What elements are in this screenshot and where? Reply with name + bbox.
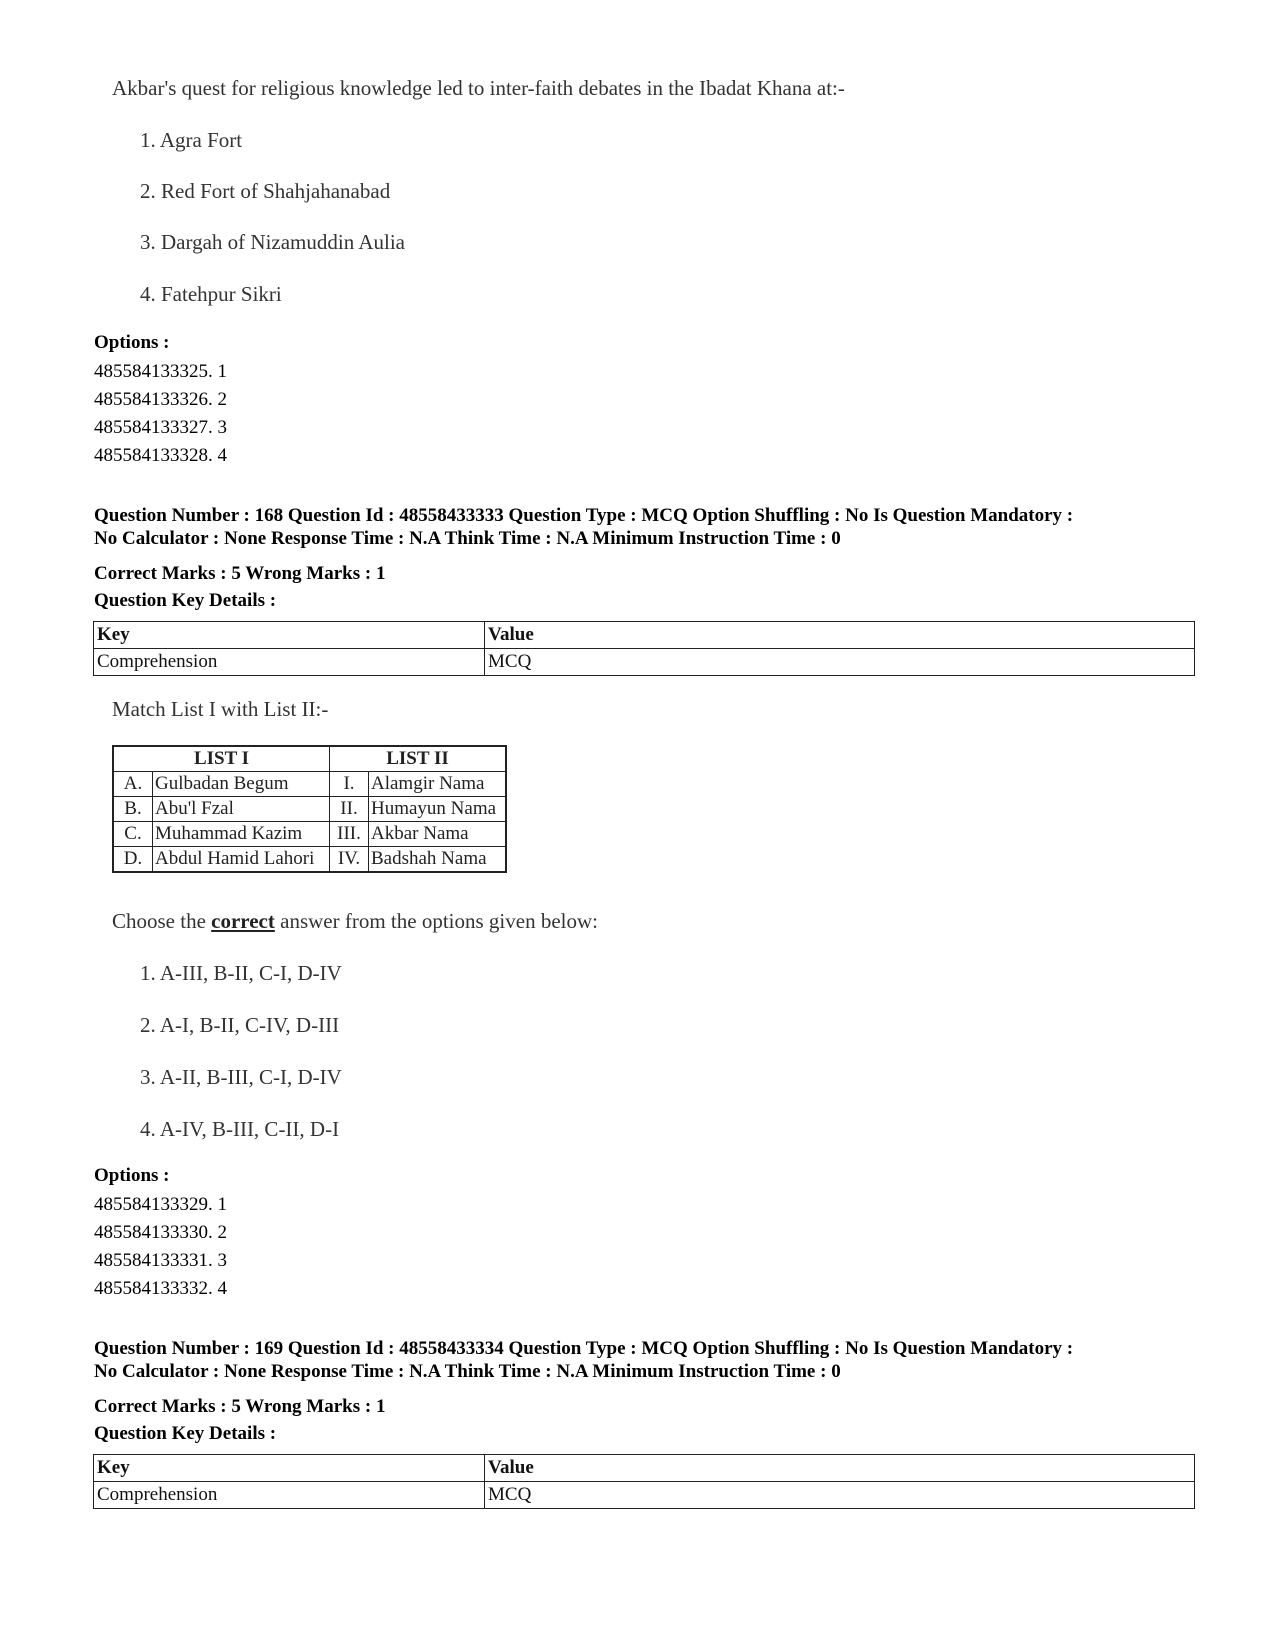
list-1-letter: D. (113, 847, 153, 873)
question-intro: Match List I with List II:- (112, 697, 329, 721)
key-header: Key (94, 1455, 485, 1482)
question-meta (94, 1337, 1073, 1383)
meta-line-1: Question Number : 169 Question Id : 48558433334 Question Type : MCQ Option Shuffling : No Is Question Mandatory : (94, 1338, 1074, 1359)
meta-line-2: No Calculator : None Response Time : N.A Think Time : N.A Minimum Instruction Time : 0 (94, 1361, 841, 1382)
choice-1: 1. A-III, B-II, C-I, D-IV (140, 961, 342, 985)
key-details-table (93, 621, 1195, 676)
list-2-item: Humayun Nama (369, 797, 507, 822)
marks-line: Correct Marks : 5 Wrong Marks : 1 (94, 1396, 386, 1417)
match-list-table (112, 745, 507, 873)
key-details-table (93, 1454, 1195, 1509)
options-list (94, 358, 227, 470)
choice-3: 3. Dargah of Nizamuddin Aulia (140, 230, 405, 254)
list-1-letter: A. (113, 772, 153, 797)
table-row (94, 649, 1195, 676)
key-details-title: Question Key Details : (94, 1423, 277, 1444)
choice-2: 2. A-I, B-II, C-IV, D-III (140, 1013, 340, 1037)
match-header-row (113, 746, 506, 772)
match-row (113, 772, 506, 797)
option-item: 485584133331. 3 (94, 1250, 227, 1271)
value-cell: MCQ (485, 649, 1195, 676)
choice-4: 4. A-IV, B-III, C-II, D-I (140, 1117, 340, 1141)
match-row (113, 847, 506, 873)
list-1-item: Abdul Hamid Lahori (153, 847, 330, 873)
option-item: 485584133329. 1 (94, 1194, 227, 1215)
list-2-item: Alamgir Nama (369, 772, 507, 797)
question-text: Akbar's quest for religious knowledge led to inter-faith debates in the Ibadat Khana at:- (112, 76, 845, 100)
list-1-letter: C. (113, 822, 153, 847)
option-item: 485584133330. 2 (94, 1222, 227, 1243)
key-details-title: Question Key Details : (94, 590, 277, 611)
choice-4: 4. Fatehpur Sikri (140, 282, 282, 306)
list-2-numeral: IV. (330, 847, 369, 873)
value-header: Value (485, 1455, 1195, 1482)
question-meta (94, 504, 1073, 550)
choose-suffix: answer from the options given below: (274, 909, 598, 933)
list-2-numeral: III. (330, 822, 369, 847)
options-list (94, 1191, 227, 1303)
choose-instruction (112, 909, 598, 934)
list-1-letter: B. (113, 797, 153, 822)
choose-emphasis: correct (211, 909, 275, 933)
choice-1: 1. Agra Fort (140, 128, 243, 152)
list-2-numeral: II. (330, 797, 369, 822)
value-cell: MCQ (485, 1482, 1195, 1509)
option-item: 485584133325. 1 (94, 361, 227, 382)
list-1-header: LIST I (113, 746, 330, 772)
choice-3: 3. A-II, B-III, C-I, D-IV (140, 1065, 342, 1089)
list-1-item: Muhammad Kazim (153, 822, 330, 847)
table-header-row (94, 622, 1195, 649)
match-row (113, 797, 506, 822)
marks-line: Correct Marks : 5 Wrong Marks : 1 (94, 563, 386, 584)
table-header-row (94, 1455, 1195, 1482)
table-row (94, 1482, 1195, 1509)
list-1-item: Gulbadan Begum (153, 772, 330, 797)
options-title: Options : (94, 332, 170, 353)
meta-line-2: No Calculator : None Response Time : N.A Think Time : N.A Minimum Instruction Time : 0 (94, 528, 841, 549)
list-1-item: Abu'l Fzal (153, 797, 330, 822)
option-item: 485584133326. 2 (94, 389, 227, 410)
key-cell: Comprehension (94, 1482, 485, 1509)
key-header: Key (94, 622, 485, 649)
list-2-header: LIST II (330, 746, 507, 772)
list-2-item: Akbar Nama (369, 822, 507, 847)
choice-2: 2. Red Fort of Shahjahanabad (140, 179, 391, 203)
option-item: 485584133327. 3 (94, 417, 227, 438)
list-2-item: Badshah Nama (369, 847, 507, 873)
choose-prefix: Choose the (112, 909, 212, 933)
option-item: 485584133332. 4 (94, 1278, 227, 1299)
meta-line-1: Question Number : 168 Question Id : 48558433333 Question Type : MCQ Option Shuffling : No Is Question Mandatory : (94, 505, 1074, 526)
match-row (113, 822, 506, 847)
value-header: Value (485, 622, 1195, 649)
option-item: 485584133328. 4 (94, 445, 227, 466)
key-cell: Comprehension (94, 649, 485, 676)
list-2-numeral: I. (330, 772, 369, 797)
options-title: Options : (94, 1165, 170, 1186)
